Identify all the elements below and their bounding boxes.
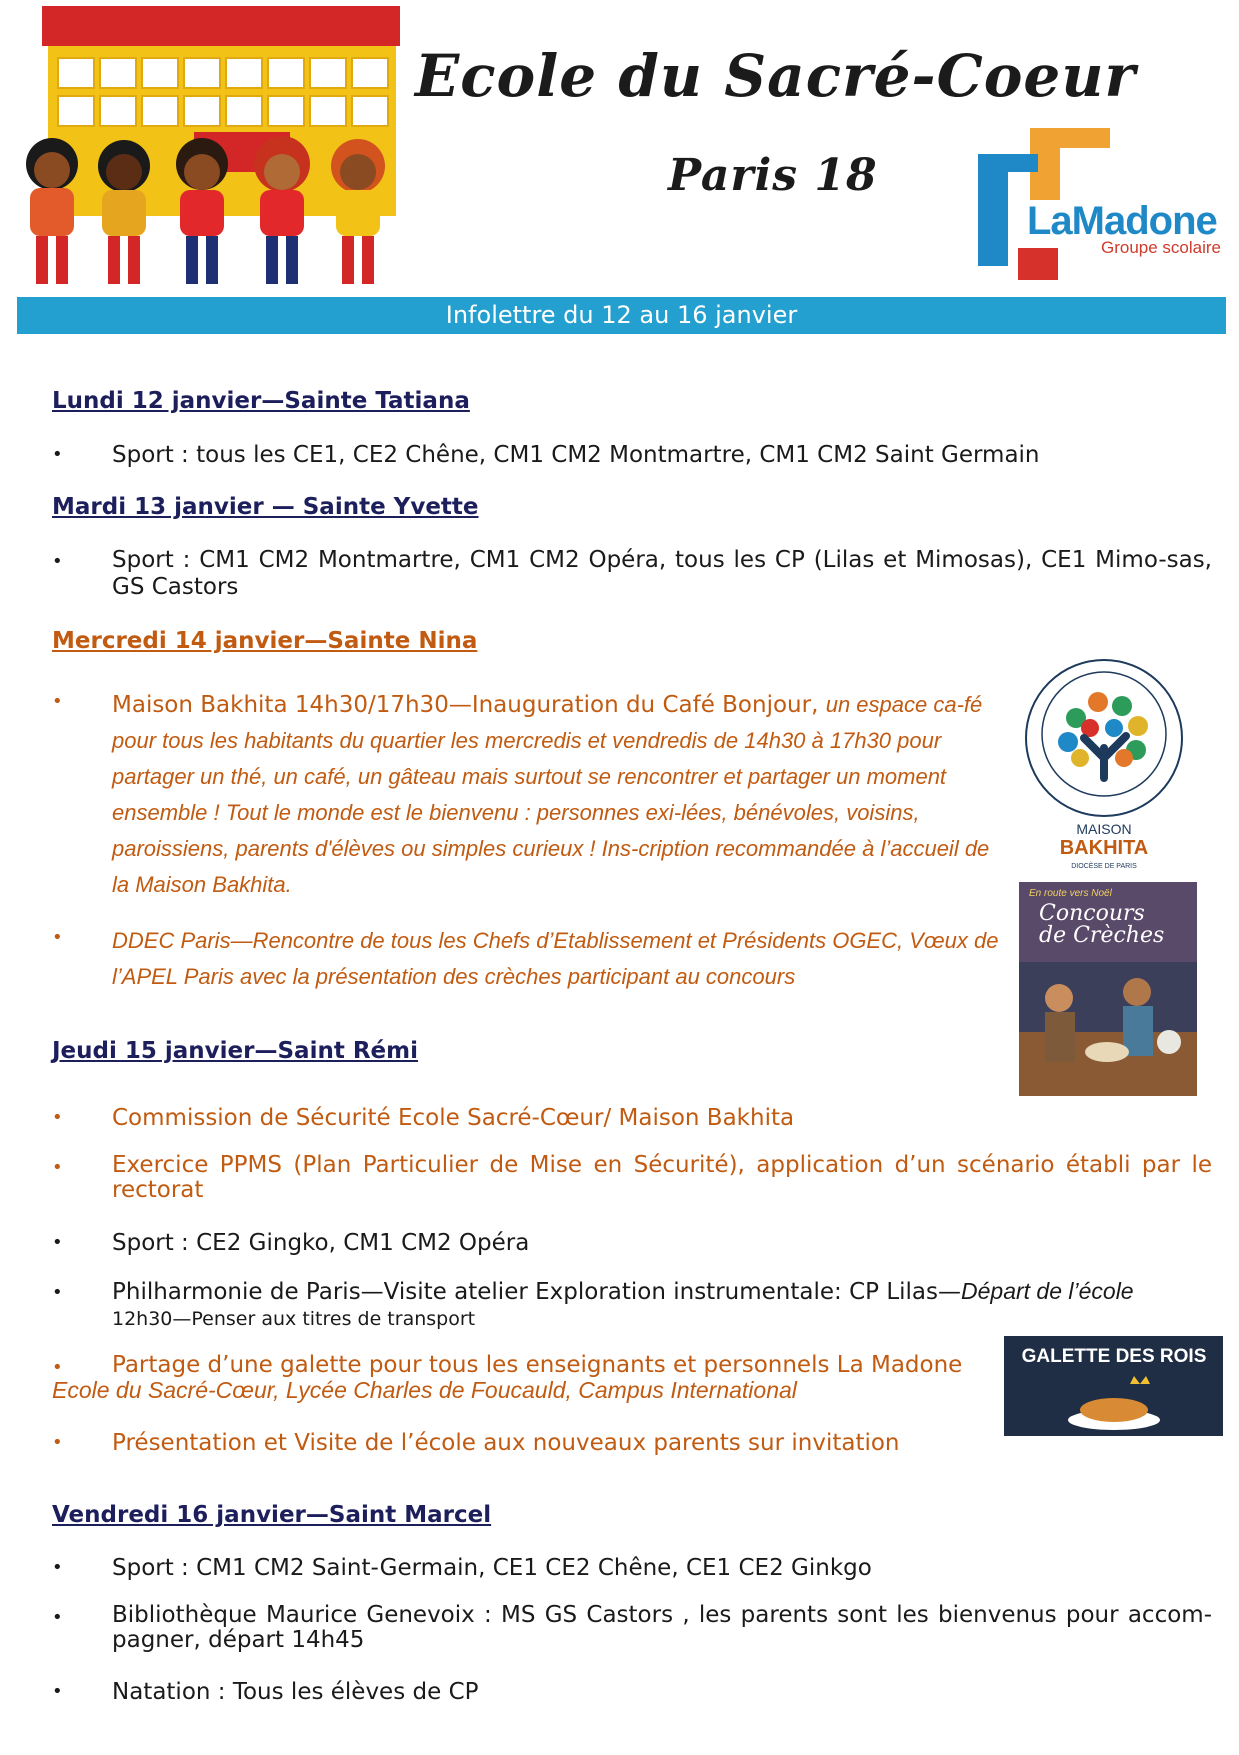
creches-title-1: Concours — [1039, 901, 1145, 926]
item-text: Sport : CM1 CM2 Montmartre, CM1 CM2 Opéra, tous les CP (Lilas et Mimosas), CE1 Mimo-sas, GS Castors — [112, 547, 1212, 600]
item-italic: Ecole du Sacré-Cœur, Lycée Charles de Foucauld, Campus International — [52, 1377, 797, 1403]
day-heading-lundi: Lundi 12 janvier—Sainte Tatiana — [52, 388, 470, 414]
creches-caption: En route vers Noël — [1029, 888, 1112, 899]
creches-title-2: de Crèches — [1039, 923, 1165, 948]
list-item: • Présentation et Visite de l’école aux nouveaux parents sur invitation — [52, 1428, 1212, 1458]
item-text: Bibliothèque Maurice Genevoix : MS GS Castors , les parents sont les bienvenus pour accom-pagner, départ 14h45 — [112, 1602, 1212, 1653]
newsletter-banner — [17, 297, 1226, 334]
school-title: Ecole du Sacré-Coeur — [415, 42, 1137, 110]
list-item: • Bibliothèque Maurice Genevoix : MS GS Castors , les parents sont les bienvenus pour accom-pagner, départ 14h45 — [52, 1602, 1212, 1653]
banner-title: Infolettre du 12 au 16 janvier — [445, 301, 798, 329]
list-item: • Sport : CE2 Gingko, CM1 CM2 Opéra — [52, 1228, 1212, 1258]
item-line2: 12h30—Penser aux titres de transport — [112, 1308, 476, 1330]
list-item: • Exercice PPMS (Plan Particulier de Mise en Sécurité), application d’un scénario établi par le rectorat — [52, 1152, 1212, 1203]
list-item: • Philharmonie de Paris—Visite atelier Exploration instrumentale: CP Lilas—Départ de l’école 12h30—Penser aux titres de transport — [52, 1278, 1134, 1330]
list-item: • Natation : Tous les élèves de CP — [52, 1677, 1212, 1707]
tree-logo-icon — [1014, 658, 1194, 878]
list-item: • Sport : CM1 CM2 Montmartre, CM1 CM2 Opéra, tous les CP (Lilas et Mimosas), CE1 Mimo-sas, GS Castors — [52, 547, 1212, 600]
day-heading-mardi: Mardi 13 janvier — Sainte Yvette — [52, 494, 479, 520]
list-item: • Commission de Sécurité Ecole Sacré-Cœur/ Maison Bakhita — [52, 1103, 1212, 1133]
day-heading-jeudi: Jeudi 15 janvier—Saint Rémi — [52, 1038, 419, 1064]
nativity-image — [1019, 882, 1197, 1096]
galette-image — [1004, 1336, 1223, 1436]
day-heading-vendredi: Vendredi 16 janvier—Saint Marcel — [52, 1502, 492, 1528]
item-text: DDEC Paris—Rencontre de tous les Chefs d’Etablissement et Présidents OGEC, Vœux de l’APEL Paris avec la présentation des crèches participant au concours — [112, 928, 999, 989]
item-text: Exercice PPMS (Plan Particulier de Mise en Sécurité), application d’un scénario établi par le rectorat — [112, 1152, 1212, 1203]
item-lead: Partage d’une galette pour tous les enseignants et personnels La Madone — [112, 1352, 963, 1378]
item-text: Sport : CE2 Gingko, CM1 CM2 Opéra — [112, 1230, 530, 1256]
list-item: • Sport : tous les CE1, CE2 Chêne, CM1 CM2 Montmartre, CM1 CM2 Saint Germain — [52, 440, 1212, 470]
item-text: Présentation et Visite de l’école aux nouveaux parents sur invitation — [112, 1430, 900, 1456]
bakhita-name-text: BAKHITA — [1059, 837, 1149, 859]
item-text: Commission de Sécurité Ecole Sacré-Cœur/ Maison Bakhita — [112, 1105, 795, 1131]
item-text: Sport : CM1 CM2 Saint-Germain, CE1 CE2 Chêne, CE1 CE2 Ginkgo — [112, 1555, 872, 1581]
item-italic: Départ de l’école — [961, 1278, 1134, 1304]
list-item: • Partage d’une galette pour tous les enseignants et personnels La Madone Ecole du Sacré-Cœur, Lycée Charles de Foucauld, Campus International — [52, 1353, 1002, 1403]
item-lead: Philharmonie de Paris—Visite atelier Exploration instrumentale: CP Lilas— — [112, 1279, 961, 1305]
school-subtitle: Paris 18 — [668, 150, 878, 201]
list-item: • Sport : CM1 CM2 Saint-Germain, CE1 CE2 Chêne, CE1 CE2 Ginkgo — [52, 1553, 1212, 1583]
list-item: • DDEC Paris—Rencontre de tous les Chefs d’Etablissement et Présidents OGEC, Vœux de l’APEL Paris avec la présentation des crèches participant au concours — [52, 923, 1012, 995]
day-heading-mercredi: Mercredi 14 janvier—Sainte Nina — [52, 628, 478, 654]
madone-logo-name: LaMadone — [1027, 199, 1217, 243]
list-item: • Maison Bakhita 14h30/17h30—Inauguration du Café Bonjour, un espace ca-fé pour tous les habitants du quartier les mercredis et vendredis de 14h30 à 17h30 pour partager un thé, un café, un gâteau mais surtout se rencontrer et partager un moment ensemble ! Tout le monde est le bienvenu : personnes exi-lées, bénévoles, voisins, paroissiens, parents d'élèves ou simples curieux ! Ins-cription recommandée à l’accueil de la Maison Bakhita. — [52, 691, 990, 897]
item-lead: Maison Bakhita 14h30/17h30—Inauguration du Café Bonjour, — [112, 692, 826, 718]
school-illustration — [4, 4, 444, 296]
item-detail: un espace ca-fé pour tous les habitants du quartier les mercredis et vendredis de 14h30 à 17h30 pour partager un thé, un café, un gâteau mais surtout se rencontrer et partager un moment ensemble ! Tout le monde est le bienvenu : personnes exi-lées, bénévoles, voisins, paroissiens, parents d'élèves ou simples curieux ! Ins-cription recommandée à l’accueil de la Maison Bakhita. — [112, 692, 990, 897]
bakhita-diocese-text: DIOCÈSE DE PARIS — [1071, 863, 1137, 870]
madone-logo-subtitle: Groupe scolaire — [1101, 238, 1222, 257]
item-text: Sport : tous les CE1, CE2 Chêne, CM1 CM2 Montmartre, CM1 CM2 Saint Germain — [112, 442, 1040, 468]
bakhita-top-text: MAISON — [1076, 821, 1132, 837]
galette-title: GALETTE DES ROIS — [1021, 1346, 1207, 1367]
item-text: Natation : Tous les élèves de CP — [112, 1679, 479, 1705]
